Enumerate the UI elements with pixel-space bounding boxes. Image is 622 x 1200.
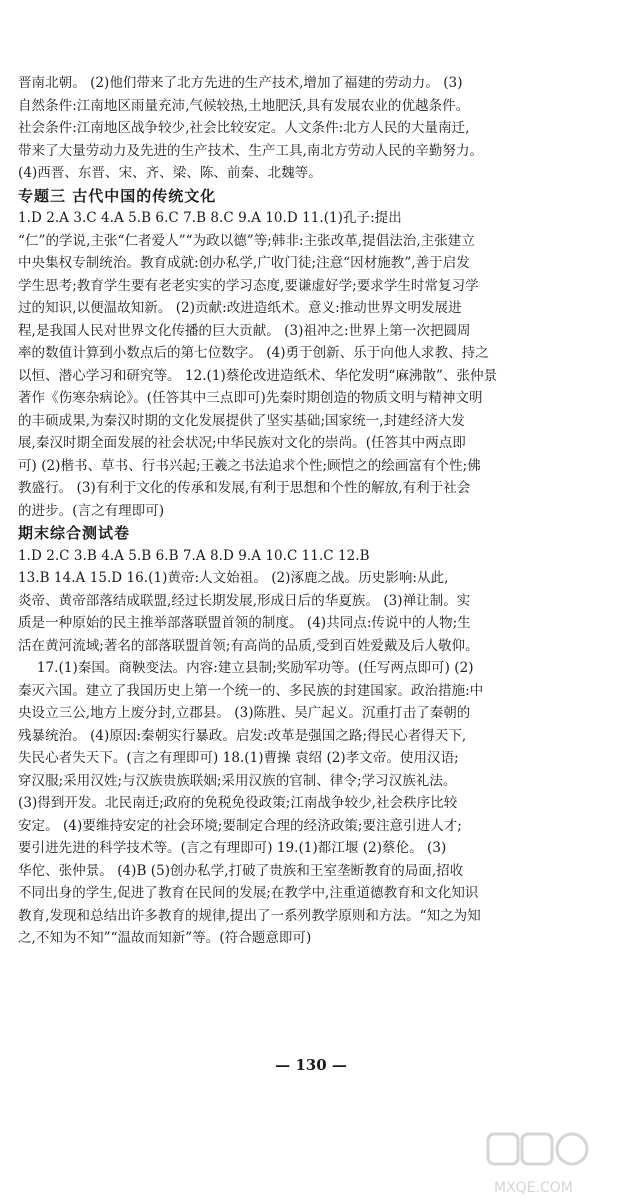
text-line: 活在黄河流域;著名的部落联盟首领;有高尚的品质,受到百姓爱戴及后人敬仰。 bbox=[18, 637, 479, 654]
text-line: 13.B 14.A 15.D 16.(1)黄帝:人文始祖。 (2)涿鹿之战。历史影响:从此, bbox=[18, 570, 449, 586]
text-line: 以恒、潜心学习和研究等。 12.(1)蔡伦改进造纸术、华佗发明“麻沸散”、张仲景 bbox=[18, 367, 498, 384]
text-line: 残暴统治。 (4)原因:秦朝实行暴政。启发:改革是强国之路;得民心者得天下, bbox=[18, 727, 467, 744]
text-line: 著作《伤寒杂病论》。(任答其中三点即可)先秦时期创造的物质文明与精神文明 bbox=[18, 390, 483, 406]
text-line: 展,秦汉时期全面发展的社会状况;中华民族对文化的崇尚。(任答其中两点即 bbox=[18, 435, 466, 451]
text-line: 秦灭六国。建立了我国历史上第一个统一的、多民族的封建国家。政治措施:中 bbox=[18, 682, 484, 699]
text-line: 的进步。(言之有理即可) bbox=[18, 502, 165, 519]
text-line: 教育,发现和总结出许多教育的规律,提出了一系列教学原则和方法。“知之为知 bbox=[18, 907, 481, 924]
text-line: “仁”的学说,主张“仁者爱人”“为政以德”等;韩非:主张改革,提倡法治,主张建立 bbox=[18, 232, 475, 249]
page-number: — 130 — bbox=[275, 1056, 347, 1074]
text-line: 穿汉服;采用汉姓;与汉族贵族联姻;采用汉族的官制、律令;学习汉族礼法。 bbox=[18, 772, 457, 789]
section-previous-continuation bbox=[18, 72, 608, 185]
text-line: 带来了大量劳动力及先进的生产技术、生产工具,南北方劳动人民的辛勤努力。 bbox=[18, 142, 484, 159]
text-line: 程,是我国人民对世界文化传播的巨大贡献。 (3)祖冲之:世界上第一次把圆周 bbox=[18, 322, 471, 339]
text-line: 可) (2)楷书、草书、行书兴起;王羲之书法追求个性;顾恺之的绘画富有个性;佛 bbox=[18, 457, 481, 474]
text-line: 率的数值计算到小数点后的第七位数字。 (4)勇于创新、乐于向他人求教、持之 bbox=[18, 345, 489, 361]
text-line: 17.(1)秦国。商鞅变法。内容:建立县制;奖励军功等。(任写两点即可) (2) bbox=[36, 660, 474, 676]
text-line: 失民心者失天下。(言之有理即可) 18.(1)曹操 袁绍 (2)孝文帝。使用汉语; bbox=[18, 750, 459, 766]
text-line: 教盛行。 (3)有利于文化的传承和发展,有利于思想和个性的解放,有利于社会 bbox=[18, 480, 471, 496]
text-line: 社会条件:江南地区战争较少,社会比较安定。人文条件:北方人民的大量南迁, bbox=[18, 120, 470, 136]
answer-content bbox=[18, 72, 608, 950]
text-line: 中央集权专制统治。教育成就:创办私学,广收门徒;注意“因材施教”,善于启发 bbox=[18, 255, 470, 271]
text-line: 炎帝、黄帝部落结成联盟,经过长期发展,形成日后的华夏族。 (3)禅让制。实 bbox=[18, 592, 471, 609]
section-final-exam-answers bbox=[18, 545, 608, 658]
section-traditional-culture-answers bbox=[18, 207, 608, 522]
text-line: 1.D 2.C 3.B 4.A 5.B 6.B 7.A 8.D 9.A 10.C 11.C 12.B bbox=[18, 547, 370, 564]
section-final-exam-answers-cont bbox=[18, 657, 608, 950]
text-line: 学生思考;教育学生要有老老实实的学习态度,要谦虚好学;要求学生时常复习学 bbox=[18, 277, 479, 294]
text-line: 1.D 2.A 3.C 4.A 5.B 6.C 7.B 8.C 9.A 10.D 11.(1)孔子:提出 bbox=[18, 210, 402, 226]
text-line: 要引进先进的科学技术等。(言之有理即可) 19.(1)都江堰 (2)蔡伦。 (3) bbox=[18, 840, 447, 856]
text-line: 央设立三公,地方上废分封,立郡县。 (3)陈胜、吴广起义。沉重打击了秦朝的 bbox=[18, 705, 471, 721]
svg-text:MXQE.COM: MXQE.COM bbox=[494, 1180, 573, 1196]
text-line: 之,不知为不知”“温故而知新”等。(符合题意即可) bbox=[18, 930, 312, 946]
text-line: 晋南北朝。 (2)他们带来了北方先进的生产技术,增加了福建的劳动力。 (3) bbox=[18, 75, 463, 91]
text-line: 自然条件:江南地区雨量充沛,气候较热,土地肥沃,具有发展农业的优越条件。 bbox=[18, 97, 470, 114]
text-line: (3)得到开发。北民南迁;政府的免税免役政策;江南战争较少,社会秩序比较 bbox=[18, 795, 458, 811]
text-line: 安定。 (4)要维持安定的社会环境;要制定合理的经济政策;要注意引进人才; bbox=[18, 817, 462, 834]
section-title-final-exam: 期末综合测试卷 bbox=[18, 524, 131, 542]
text-line: 过的知识,以便温故知新。 (2)贡献:改进造纸术。意义:推动世界文明发展进 bbox=[18, 300, 462, 316]
section-title-traditional-culture: 专题三 古代中国的传统文化 bbox=[18, 186, 217, 205]
text-line: 不同出身的学生,促进了教育在民间的发展;在教学中,注重道德教育和文化知识 bbox=[18, 885, 479, 901]
text-line: 的丰硕成果,为秦汉时期的文化发展提供了坚实基础;国家统一,封建经济大发 bbox=[18, 412, 465, 429]
text-line: 质是一种原始的民主推举部落联盟首领的制度。 (4)共同点:传说中的人物;生 bbox=[18, 615, 471, 631]
text-line: 华佗、张仲景。 (4)B (5)创办私学,打破了贵族和王室垄断教育的局面,招收 bbox=[18, 862, 464, 879]
watermark-logo-icon bbox=[486, 1130, 616, 1198]
text-line: (4)西晋、东晋、宋、齐、梁、陈、前秦、北魏等。 bbox=[18, 165, 322, 181]
